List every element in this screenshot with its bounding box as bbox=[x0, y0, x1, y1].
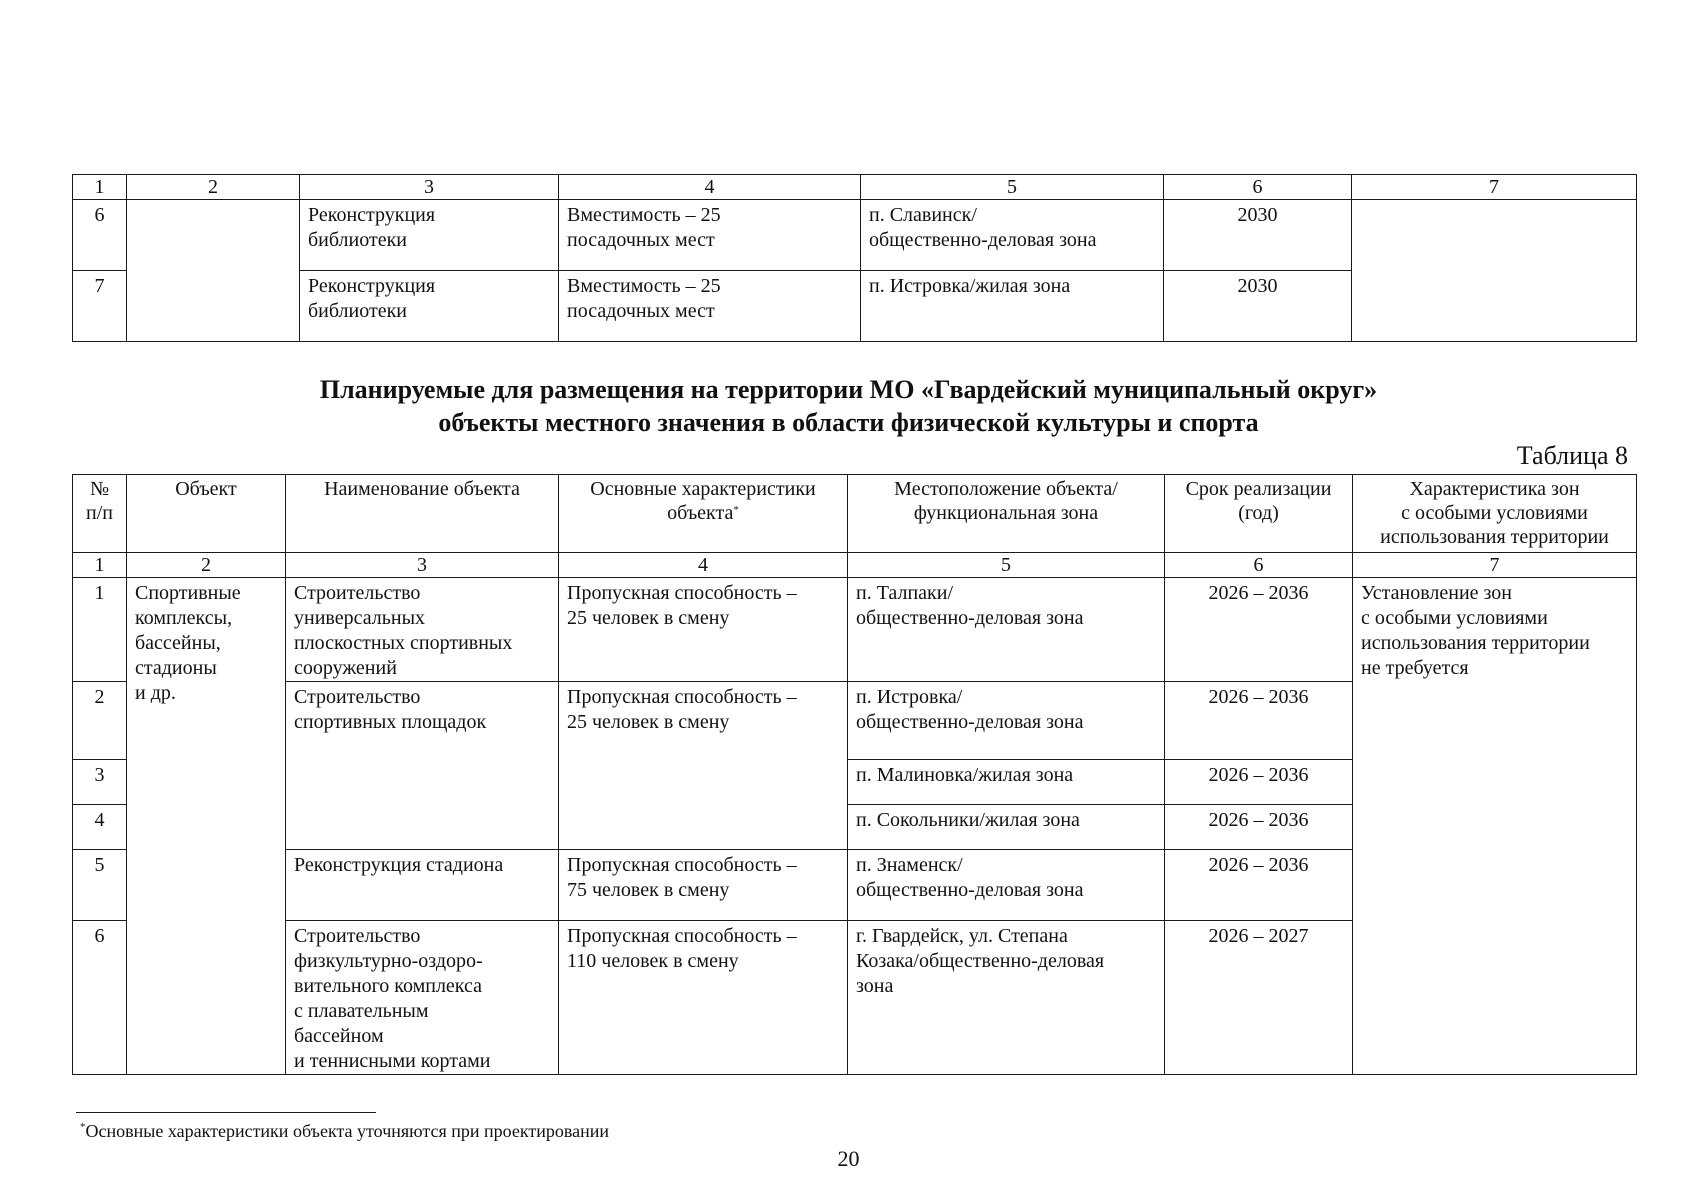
column-number: 4 bbox=[559, 175, 861, 200]
row-number: 3 bbox=[73, 760, 127, 805]
header-term: Срок реализации (год) bbox=[1165, 475, 1353, 553]
column-number: 5 bbox=[848, 553, 1165, 578]
implementation-term: 2026 – 2036 bbox=[1165, 682, 1353, 760]
sports-objects-table bbox=[72, 474, 1637, 1075]
zones-cell-empty bbox=[1352, 200, 1637, 342]
object-name: Реконструкция библиотеки bbox=[300, 200, 559, 271]
row-number: 1 bbox=[73, 578, 127, 682]
column-number: 3 bbox=[300, 175, 559, 200]
object-name: Реконструкция стадиона bbox=[286, 850, 559, 921]
object-group: Спортивные комплексы, бассейны, стадионы и др. bbox=[127, 578, 286, 1075]
object-cell-empty bbox=[127, 200, 300, 342]
object-name: Строительство физкультурно-оздоро- вительного комплекса с плавательным бассейном и теннисными кортами bbox=[286, 921, 559, 1075]
implementation-term: 2030 bbox=[1164, 200, 1352, 271]
zones-characteristic: Установление зон с особыми условиями использования территории не требуется bbox=[1353, 578, 1637, 1075]
column-number: 4 bbox=[559, 553, 848, 578]
implementation-term: 2030 bbox=[1164, 271, 1352, 342]
row-number: 6 bbox=[73, 921, 127, 1075]
row-number: 2 bbox=[73, 682, 127, 760]
object-characteristics: Вместимость – 25 посадочных мест bbox=[559, 200, 861, 271]
object-location: п. Малиновка/жилая зона bbox=[848, 760, 1165, 805]
footnote-marker: * bbox=[80, 1121, 86, 1133]
column-number: 7 bbox=[1352, 175, 1637, 200]
footnote bbox=[80, 1119, 609, 1143]
footnote-divider bbox=[76, 1112, 376, 1113]
row-number: 4 bbox=[73, 805, 127, 850]
object-name: Строительство спортивных площадок bbox=[286, 682, 559, 850]
object-characteristics: Вместимость – 25 посадочных мест bbox=[559, 271, 861, 342]
object-characteristics: Пропускная способность – 25 человек в смену bbox=[559, 682, 848, 850]
column-number: 3 bbox=[286, 553, 559, 578]
table-row bbox=[73, 578, 1637, 682]
object-characteristics: Пропускная способность – 75 человек в смену bbox=[559, 850, 848, 921]
column-number: 1 bbox=[73, 553, 127, 578]
column-number: 2 bbox=[127, 553, 286, 578]
object-location: п. Сокольники/жилая зона bbox=[848, 805, 1165, 850]
header-characteristics bbox=[559, 475, 848, 553]
section-title-line: объекты местного значения в области физической культуры и спорта bbox=[438, 408, 1259, 437]
implementation-term: 2026 – 2036 bbox=[1165, 805, 1353, 850]
column-number: 2 bbox=[127, 175, 300, 200]
footnote-marker: * bbox=[733, 504, 739, 516]
row-number: 5 bbox=[73, 850, 127, 921]
object-location: г. Гвардейск, ул. Степана Козака/общественно-деловая зона bbox=[848, 921, 1165, 1075]
table-row bbox=[73, 200, 1637, 271]
header-object: Объект bbox=[127, 475, 286, 553]
object-location: п. Славинск/ общественно-деловая зона bbox=[861, 200, 1164, 271]
section-title bbox=[0, 373, 1697, 439]
column-number-row bbox=[73, 175, 1637, 200]
object-characteristics: Пропускная способность – 25 человек в смену bbox=[559, 578, 848, 682]
object-location: п. Знаменск/ общественно-деловая зона bbox=[848, 850, 1165, 921]
column-number: 1 bbox=[73, 175, 127, 200]
row-number: 6 bbox=[73, 200, 127, 271]
library-table bbox=[72, 174, 1637, 342]
header-num: № п/п bbox=[73, 475, 127, 553]
header-name: Наименование объекта bbox=[286, 475, 559, 553]
header-row bbox=[73, 475, 1637, 553]
column-number-row bbox=[73, 553, 1637, 578]
object-name: Реконструкция библиотеки bbox=[300, 271, 559, 342]
object-name: Строительство универсальных плоскостных спортивных сооружений bbox=[286, 578, 559, 682]
implementation-term: 2026 – 2036 bbox=[1165, 760, 1353, 805]
table-caption: Таблица 8 bbox=[1516, 441, 1628, 470]
object-location: п. Талпаки/ общественно-деловая зона bbox=[848, 578, 1165, 682]
object-location: п. Истровка/жилая зона bbox=[861, 271, 1164, 342]
footnote-text: Основные характеристики объекта уточняются при проектировании bbox=[85, 1121, 609, 1141]
column-number: 5 bbox=[861, 175, 1164, 200]
section-title-line: Планируемые для размещения на территории МО «Гвардейский муниципальный округ» bbox=[319, 375, 1378, 404]
header-characteristics-text: Основные характеристики объекта bbox=[590, 478, 816, 524]
object-location: п. Истровка/ общественно-деловая зона bbox=[848, 682, 1165, 760]
implementation-term: 2026 – 2036 bbox=[1165, 578, 1353, 682]
implementation-term: 2026 – 2036 bbox=[1165, 850, 1353, 921]
page-number: 20 bbox=[837, 1146, 860, 1171]
row-number: 7 bbox=[73, 271, 127, 342]
column-number: 6 bbox=[1165, 553, 1353, 578]
implementation-term: 2026 – 2027 bbox=[1165, 921, 1353, 1075]
header-zones: Характеристика зон с особыми условиями использования территории bbox=[1353, 475, 1637, 553]
column-number: 7 bbox=[1353, 553, 1637, 578]
object-characteristics: Пропускная способность – 110 человек в смену bbox=[559, 921, 848, 1075]
header-location: Местоположение объекта/ функциональная зона bbox=[848, 475, 1165, 553]
column-number: 6 bbox=[1164, 175, 1352, 200]
